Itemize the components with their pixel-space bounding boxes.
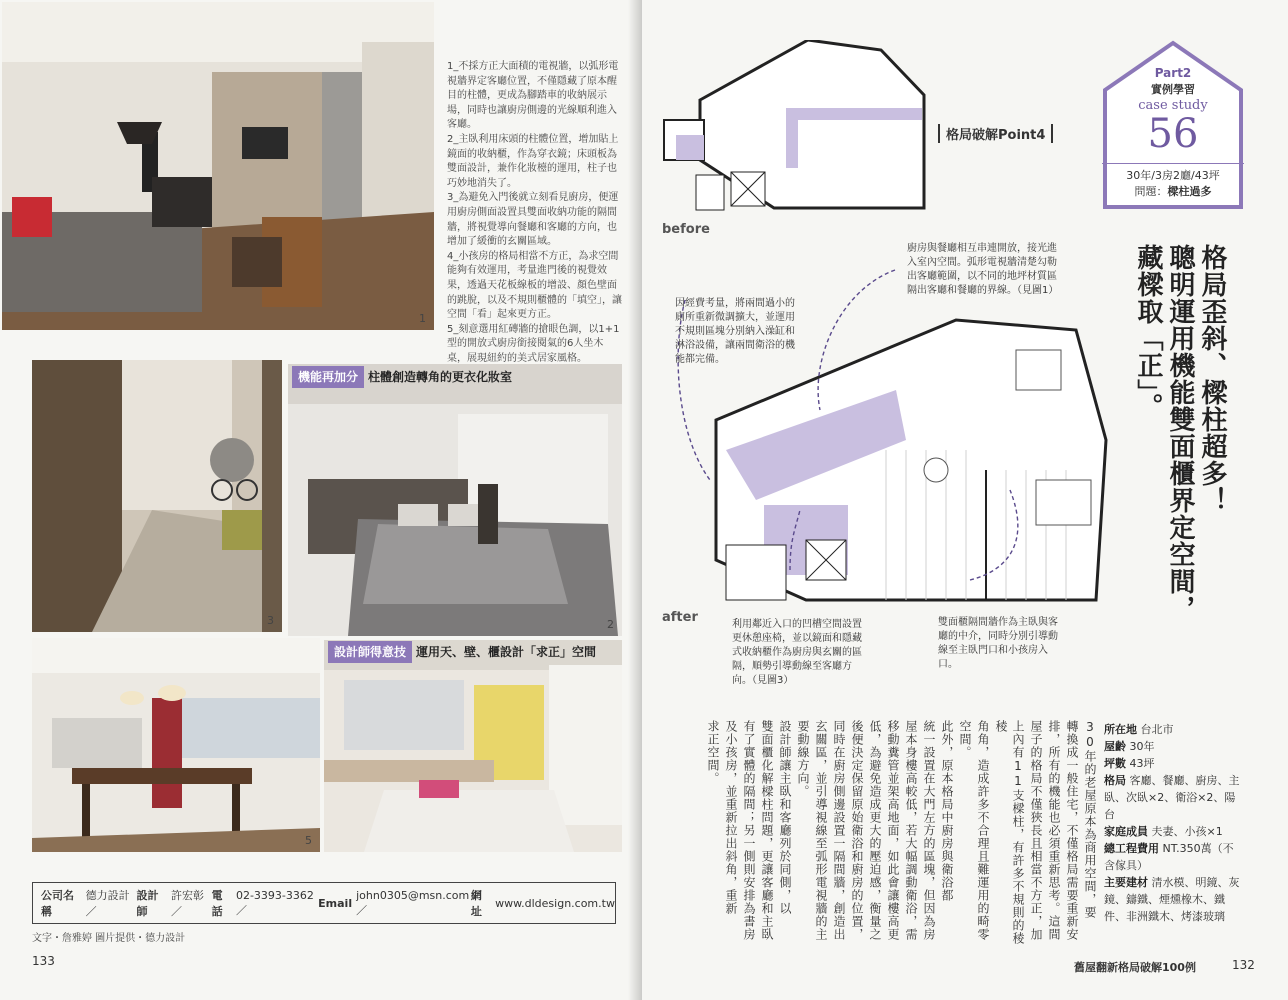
body-column: 移動糞管並架高地面，如此會讓樓高更 (886, 720, 900, 941)
body-column: 設計師讓主臥和客廳列於同側，以 (778, 720, 792, 915)
stat-value: 客廳、餐廳、廚房、主臥、次臥×2、衛浴×2、陽台 (1104, 774, 1240, 821)
stat-row (1104, 755, 1244, 772)
tag-feature-upper (292, 366, 512, 388)
headline-col-1: 格局歪斜、樑柱超多！ (1197, 244, 1227, 514)
stat-value: 夫妻、小孩×1 (1151, 825, 1223, 838)
page-number-right: 132 (1232, 958, 1255, 972)
kids-room-illustration (324, 640, 622, 852)
stat-row (1104, 840, 1244, 874)
dining-illustration (32, 638, 320, 852)
stat-row (1104, 874, 1244, 925)
stat-value: NT.350萬（不含傢具） (1104, 842, 1234, 872)
body-column: 此外，原本格局中廚房與衛浴都 (940, 720, 954, 902)
stat-value: 清水模、明鏡、灰鏡、鑄鐵、煙燻橡木、鐵件、非洲鐵木、烤漆玻璃 (1104, 876, 1240, 923)
tag-feature-lower (328, 641, 596, 663)
note-kitchen-dining: 廚房與餐廳相互串連開放，接光進入室內空間。弧形電視牆清楚勾勒出客廳範圍，以不同的地坪材質區隔出客廳和餐廳的界線。（見圖1） (907, 243, 1059, 296)
caption-4: 4_小孩房的格局相當不方正，為求空間能夠有效運用，考量進門後的視覺效果，透過天花板線板的增設、顏色壁面的跳脫，以及不規則櫃體的「填空」，讓空間「看」起來更方正。 (447, 250, 622, 321)
tag-title: 柱體創造轉角的更衣化妝室 (368, 370, 513, 384)
stat-row (1104, 772, 1244, 823)
body-column: 低，為避免造成更大的壓迫感，衡量之 (868, 720, 882, 941)
stat-row (1104, 721, 1244, 738)
tag-label: 機能再加分 (292, 366, 364, 388)
body-column: 統一設置在大門左方的區塊，但因為房 (922, 720, 936, 941)
before-label: before (662, 222, 710, 237)
stat-label: 家庭成員 (1104, 825, 1148, 838)
body-column: 同時在廚房側邊設置一隔間牆，創造出 (832, 720, 846, 941)
body-column: 要動線方向。 (796, 720, 810, 798)
phone-label: 電話 (211, 889, 223, 918)
company-info-bar (32, 882, 616, 924)
point-label: 格局破解Point4 (938, 124, 1053, 143)
photo-master-bedroom (288, 364, 622, 636)
designer-label: 設計師 (136, 889, 159, 918)
body-column: 排，所有的機能也必須重新思考。這間 (1047, 720, 1061, 941)
headline-col-3: 藏樑取「正」。 (1133, 244, 1163, 420)
badge-case-label: case study (1138, 98, 1208, 113)
company-name: 德力設計／ (85, 889, 130, 918)
designer-name: 許宏彰／ (170, 889, 204, 918)
note-entry: 利用鄰近入口的凹槽空間設置更休憩座椅，並以鏡面和隱藏式收納櫃作為廚房與玄關的區隔，順勢引導動線至客廳方向。（見圖3） (732, 619, 862, 686)
phone-number: 02-3393-3362／ (235, 888, 314, 917)
body-column: 屋本身樓高較低，若大幅調動衛浴，需 (904, 720, 918, 941)
stat-label: 屋齡 (1104, 740, 1126, 753)
stat-row (1104, 738, 1244, 755)
body-column: 空間。 (958, 720, 972, 759)
body-column: 及小孩房，並重新拉出斜角，重新 (724, 720, 738, 915)
badge-case-number: 56 (1147, 111, 1199, 157)
body-column: 求正空間。 (706, 720, 720, 785)
email-label: Email (318, 896, 353, 910)
stat-label: 總工程費用 (1104, 842, 1159, 855)
stat-label: 所在地 (1104, 723, 1137, 736)
body-column: 上內有11支樑柱，有許多不規則的稜稜 (994, 720, 1025, 945)
caption-2: 2_主臥利用床頭的柱體位置，增加貼上鏡面的收納櫃，作為穿衣鏡；床頭板為雙面設計，兼作化妝檯的運用，柱子也巧妙地消失了。 (447, 133, 619, 189)
problem-text: 樑柱過多 (1167, 185, 1212, 198)
after-label: after (662, 610, 698, 625)
photo-number: 1 (419, 312, 426, 325)
stat-value: 台北市 (1140, 723, 1174, 736)
body-column: 轉換成一般住宅，不僅格局需要重新安 (1065, 720, 1079, 941)
photo-dining-kitchen (32, 638, 320, 852)
headline-col-2: 聰明運用機能雙面櫃界定空間， (1165, 244, 1195, 622)
body-column: 有了實體的隔間；另一側則安排為書房 (742, 720, 756, 941)
stat-label: 主要建材 (1104, 876, 1148, 889)
caption-5: 5_刻意選用紅磚牆的搶眼色調，以1+1型的開放式廚房銜接閱氣的6人坐木桌，展現紐約的美式居家風格。 (447, 323, 620, 364)
body-column: 屋子的格局不僅狹長且相當不方正，加 (1029, 720, 1043, 941)
photo-number: 2 (607, 618, 614, 631)
stat-value: 30年 (1129, 740, 1155, 753)
project-stats (1104, 721, 1244, 925)
badge-part: Part2 (1154, 66, 1192, 80)
body-column: 角角，造成許多不合理且難運用的畸零 (976, 720, 990, 941)
photo-captions (447, 60, 622, 366)
photo-hallway (32, 360, 282, 632)
problem-label: 問題： (1134, 185, 1168, 198)
web-address: www.dldesign.com.tw (495, 896, 615, 910)
left-page (0, 0, 642, 1000)
body-column: 玄關區，並引導視線至弧形電視牆的主 (814, 720, 828, 941)
caption-1: 1_不採方正大面積的電視牆，以弧形電視牆界定客廳位置，不僅隱藏了原本醒目的柱體，更成為腳踏車的收納展示場，同時也讓廚房側邊的光線順利進入客廳。 (447, 61, 619, 131)
stat-value: 43坪 (1129, 757, 1155, 770)
living-room-illustration (2, 2, 434, 330)
email-address: john0305@msn.com／ (356, 888, 470, 917)
stat-label: 坪數 (1104, 757, 1126, 770)
photo-living-room (2, 2, 434, 330)
tag-label: 設計師得意技 (328, 641, 412, 663)
badge-part-sub: 實例學習 (1151, 83, 1195, 96)
note-double-wall: 雙面櫃隔間牆作為主臥與客廳的中介，同時分別引導動線至主臥門口和小孩房入口。 (938, 617, 1058, 670)
credits: 文字・詹雅婷 圖片提供・德力設計 (32, 933, 186, 944)
photo-number: 5 (305, 834, 312, 847)
page-number-left: 133 (32, 954, 55, 968)
body-column: 30年的老屋原本為商用空間，要 (1083, 720, 1097, 919)
badge-specs: 30年/3房2廳/43坪 (1102, 163, 1244, 183)
photo-number: 3 (267, 614, 274, 627)
caption-3: 3_為避免入門後就立刻看見廚房，便運用廚房側面設置具雙面收納功能的隔間牆，將視覺導向餐廳和客廳的方向，也增加了緩衝的玄關區域。 (447, 192, 619, 248)
stat-row (1104, 823, 1244, 840)
tag-title: 運用天、壁、櫃設計「求正」空間 (416, 645, 597, 659)
body-column: 雙面櫃化解樑柱問題，更讓客廳和主臥 (760, 720, 774, 941)
note-bathrooms: 因經費考量，將兩間過小的廁所重新微調擴大，並運用不規則區塊分別納入澡缸和淋浴設備，讓兩間衛浴的機能都完備。 (675, 298, 795, 365)
company-label: 公司名稱 (41, 889, 74, 918)
hallway-illustration (32, 360, 282, 632)
body-column: 後便決定保留原始衛浴和廚房的位置， (850, 720, 864, 941)
badge-problem (1102, 183, 1244, 199)
stat-label: 格局 (1104, 774, 1126, 787)
web-label: 網址 (470, 889, 482, 918)
footer-title: 舊屋翻新格局破解100例 (1074, 961, 1196, 974)
bedroom-illustration (288, 364, 622, 636)
photo-kids-room (324, 640, 622, 852)
floor-plan-before (656, 40, 928, 216)
body-text (650, 720, 1098, 952)
